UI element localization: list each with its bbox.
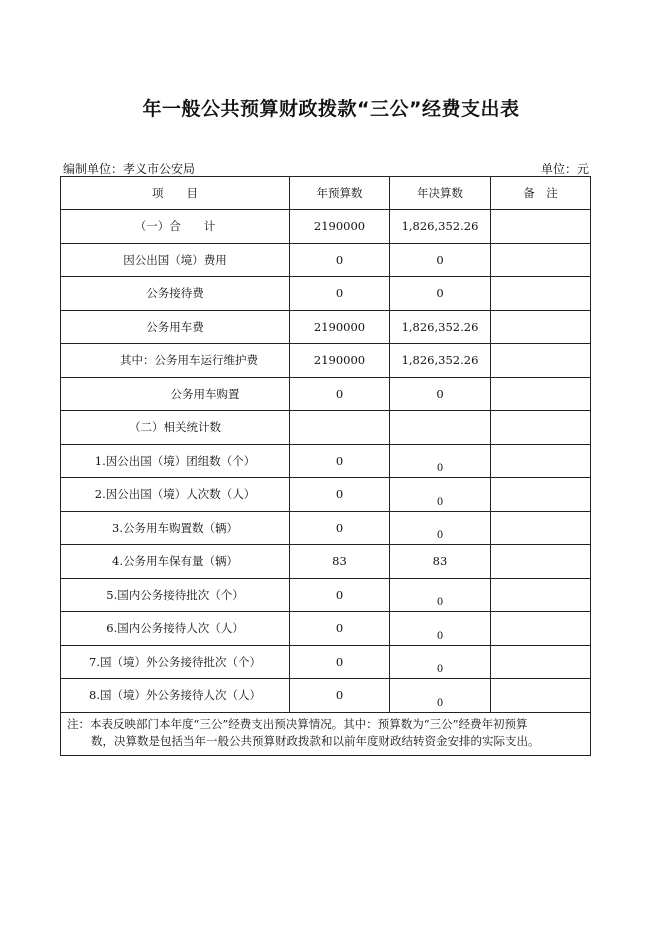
row-remark [491,210,591,244]
row-final [390,411,491,445]
row-item: 2.因公出国（境）人次数（人） [61,478,290,512]
row-budget: 0 [290,444,390,478]
row-final: 0 [390,645,491,679]
row-remark [491,679,591,713]
row-remark [491,277,591,311]
row-budget: 0 [290,243,390,277]
table-row [61,210,591,244]
row-final: 0 [390,277,491,311]
row-remark [491,478,591,512]
note-line-2: 数，决算数是包括当年一般公共预算财政拨款和以前年度财政结转资金安排的实际支出。 [91,733,540,748]
row-final: 0 [390,578,491,612]
row-item: 因公出国（境）费用 [61,243,290,277]
row-remark [491,578,591,612]
row-item: 3.公务用车购置数（辆） [61,511,290,545]
table-row [61,511,591,545]
page-title: 年一般公共预算财政拨款“三公”经费支出表 [142,98,520,120]
row-remark [491,511,591,545]
row-item: 其中：公务用车运行维护费 [61,344,290,378]
table-row [61,277,591,311]
row-final: 1,826,352.26 [390,344,491,378]
row-final: 0 [390,511,491,545]
row-item: 公务用车购置 [61,377,290,411]
row-item: 5.国内公务接待批次（个） [61,578,290,612]
compiling-unit: 编制单位：孝义市公安局 [63,162,196,176]
table-row [61,444,591,478]
table-row [61,310,591,344]
row-remark [491,377,591,411]
row-final: 0 [390,377,491,411]
row-final: 0 [390,478,491,512]
row-remark [491,545,591,579]
row-item: （一）合 计 [61,210,290,244]
row-remark [491,243,591,277]
row-budget: 0 [290,679,390,713]
row-remark [491,310,591,344]
table-row [61,478,591,512]
row-budget: 2190000 [290,344,390,378]
row-remark [491,645,591,679]
row-final: 0 [390,444,491,478]
note-row [61,712,591,755]
header-item: 项 目 [61,177,290,210]
row-item: 公务用车费 [61,310,290,344]
three-public-expenses-table [60,176,591,756]
row-final: 0 [390,679,491,713]
header-budget: 年预算数 [290,177,390,210]
row-budget: 0 [290,377,390,411]
table-row [61,411,591,445]
table-row [61,578,591,612]
table-row [61,344,591,378]
row-budget: 2190000 [290,210,390,244]
note-line-1: 注：本表反映部门本年度“三公”经费支出预决算情况。其中：预算数为“三公”经费年初预算 [67,716,528,731]
row-remark [491,411,591,445]
row-budget: 0 [290,612,390,646]
table-row [61,612,591,646]
row-final: 1,826,352.26 [390,310,491,344]
row-remark [491,444,591,478]
row-item: 4.公务用车保有量（辆） [61,545,290,579]
row-remark [491,344,591,378]
row-budget: 0 [290,578,390,612]
row-item: 公务接待费 [61,277,290,311]
row-budget [290,411,390,445]
header-final: 年决算数 [390,177,491,210]
table-row [61,545,591,579]
table-row [61,679,591,713]
currency-unit: 单位：元 [540,162,589,176]
row-final: 1,826,352.26 [390,210,491,244]
row-item: 6.国内公务接待人次（人） [61,612,290,646]
table-row [61,377,591,411]
header-remark: 备 注 [491,177,591,210]
row-budget: 0 [290,645,390,679]
table-header-row [61,177,591,210]
row-remark [491,612,591,646]
row-budget: 0 [290,277,390,311]
row-item: 8.国（境）外公务接待人次（人） [61,679,290,713]
row-item: 7.国（境）外公务接待批次（个） [61,645,290,679]
row-final: 0 [390,612,491,646]
row-item: （二）相关统计数 [61,411,290,445]
row-final: 83 [390,545,491,579]
row-budget: 2190000 [290,310,390,344]
row-item: 1.因公出国（境）团组数（个） [61,444,290,478]
row-budget: 0 [290,511,390,545]
table-note [61,712,591,755]
row-final: 0 [390,243,491,277]
row-budget: 0 [290,478,390,512]
table-row [61,243,591,277]
row-budget: 83 [290,545,390,579]
table-row [61,645,591,679]
